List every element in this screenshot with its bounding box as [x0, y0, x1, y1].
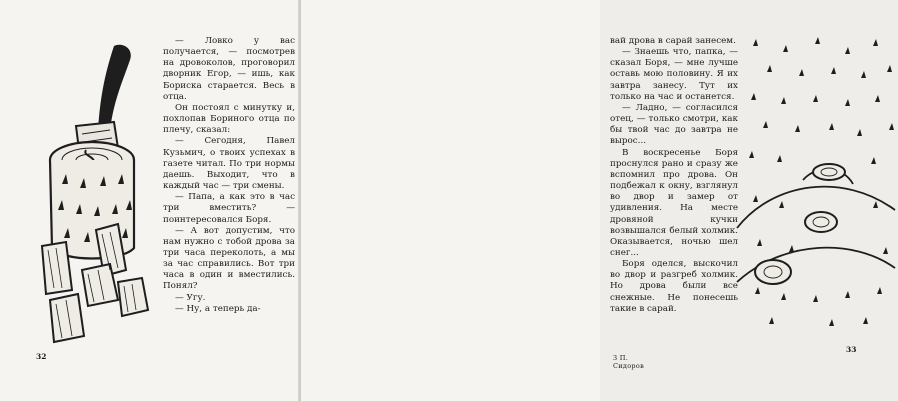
paragraph: Боря оделся, выскочил во двор и разгреб холмик. Но дрова были все снежные. Не понесешь такие в сарай. [610, 259, 738, 314]
chopping-block-illustration [22, 38, 162, 348]
paragraph: — Знаешь что, папка, — сказал Боря, — мне лучше оставь мою половину. Я их завтра занесу. Тут их только на час и останется. [610, 47, 738, 102]
right-text-column [610, 36, 738, 315]
printer-signature: 3 П. Сидоров [613, 354, 645, 370]
page-number: 33 [846, 345, 857, 354]
paragraph: В воскресенье Боря проснулся рано и сразу же вспомнил про дрова. Он подбежал к окну, взглянул во двор и замер от удивления. На месте дровяной кучки возвышался белый холмик. Оказывается, ночью шел снег... [610, 147, 738, 258]
paragraph: — Угу. [175, 292, 206, 303]
snowy-woodpile-illustration [733, 32, 898, 337]
left-page [0, 0, 299, 401]
paragraph: — Папа, а как это в час три вместить? — поинтересовался Боря. [163, 192, 295, 225]
paragraph: вай дрова в сарай занесем. [610, 36, 736, 46]
paragraph: — Ладно, — согласился отец, — только смотри, как бы твой час до завтра не вырос... [610, 102, 738, 147]
paragraph: — А вот допустим, что нам нужно с тобой дрова за три часа переколоть, а мы за час справились. Вот три часа в один и вместились. Понял? [163, 225, 295, 292]
paragraph: Он постоял с минутку и, похлопав Бориного отца по плечу, сказал: [163, 102, 295, 136]
right-page [301, 0, 857, 401]
left-text-column [163, 36, 295, 315]
page-number: 32 [36, 352, 47, 361]
paragraph: — Ловко у вас получается, — посмотрев на дровоколов, проговорил дворник Егор, — ишь, как Бориска старается. Весь в отца. [163, 36, 295, 102]
paragraph: — Ну, а теперь да- [175, 303, 261, 314]
paragraph: — Сегодня, Павел Кузьмич, о твоих успехах в газете читал. По три нормы даешь. Выходит, что в каждый час — три смены. [163, 136, 295, 192]
